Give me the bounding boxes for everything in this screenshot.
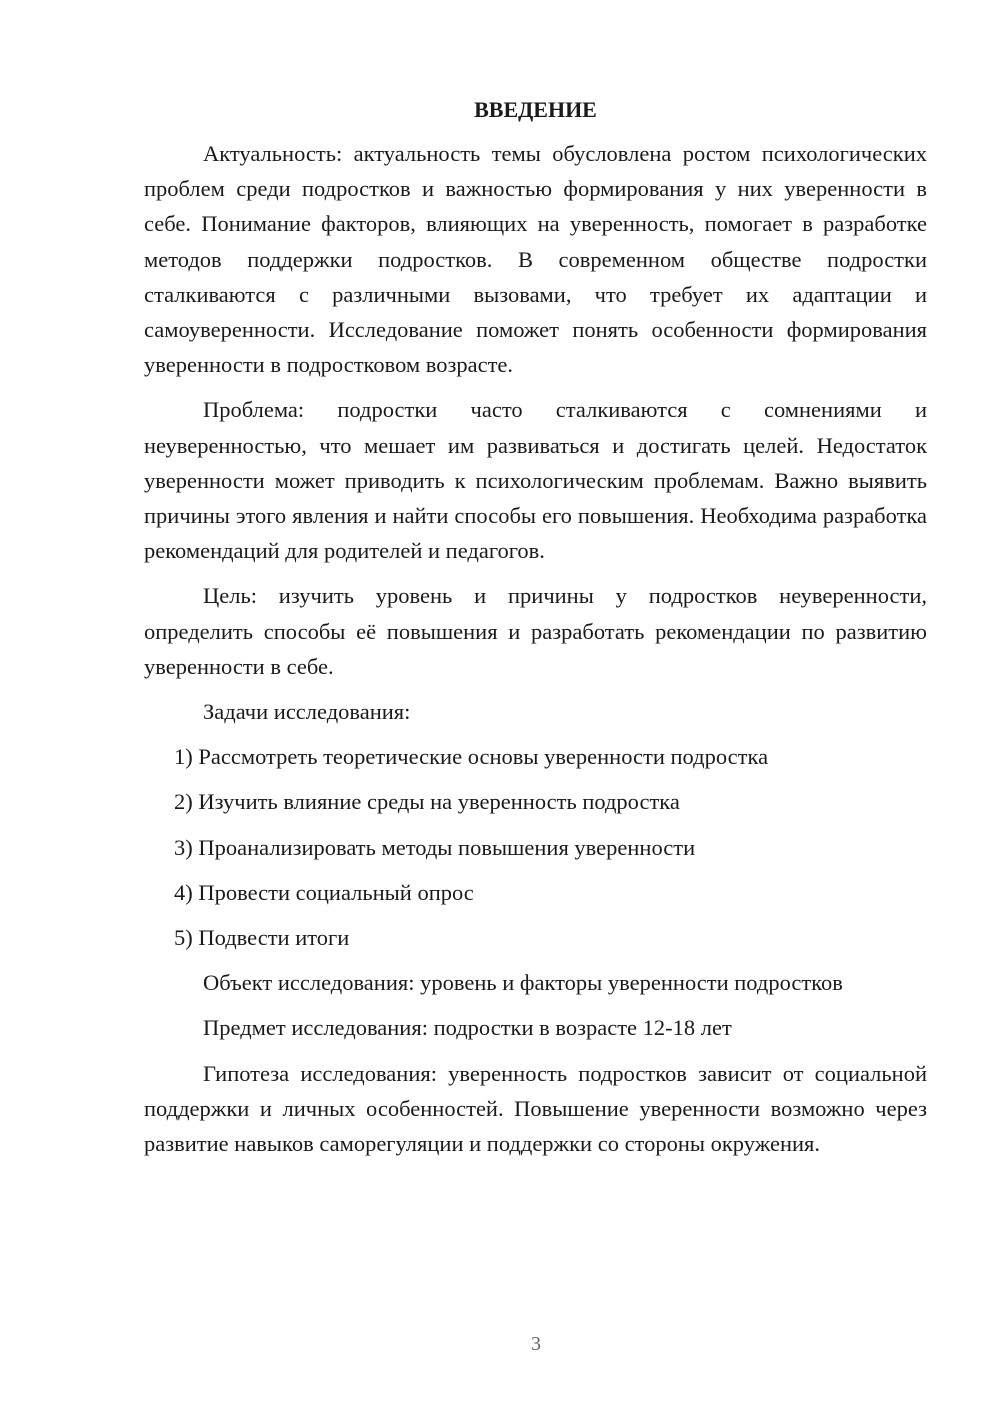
relevance-paragraph: Актуальность: актуальность темы обусловлена ростом психологических проблем среди подростков и важностью формирования у них уверенности в себе. Понимание факторов, влияющих на уверенность, помогает в разработке методов поддержки подростков. В современном обществе подростки сталкиваются с различными вызовами, что требует их адаптации и самоуверенности. Исследование поможет понять особенности формирования уверенности в подростковом возрасте. [144, 141, 927, 378]
task-item: 2) Изучить влияние среды на уверенность подростка [174, 789, 680, 815]
task-item: 1) Рассмотреть теоретические основы уверенности подростка [174, 744, 769, 770]
page-content [144, 94, 927, 1171]
task-item: 3) Проанализировать методы повышения уверенности [174, 834, 696, 860]
page-title: ВВЕДЕНИЕ [474, 97, 597, 122]
object-paragraph: Объект исследования: уровень и факторы уверенности подростков [203, 970, 843, 996]
page-number: 3 [531, 1333, 541, 1355]
goal-paragraph: Цель: изучить уровень и причины у подростков неуверенности, определить способы её повышения и разработать рекомендации по развитию уверенности в себе. [144, 583, 927, 679]
task-item: 5) Подвести итоги [174, 925, 350, 951]
hypothesis-paragraph: Гипотеза исследования: уверенность подростков зависит от социальной поддержки и личных особенностей. Повышение уверенности возможно через развитие навыков саморегуляции и поддержки со стороны окружения. [144, 1060, 927, 1157]
subject-paragraph: Предмет исследования: подростки в возрасте 12-18 лет [203, 1015, 732, 1041]
task-item: 4) Провести социальный опрос [174, 879, 474, 905]
tasks-list [144, 739, 927, 955]
problem-paragraph: Проблема: подростки часто сталкиваются с сомнениями и неуверенностью, что мешает им развиваться и достигать целей. Недостаток уверенности может приводить к психологическим проблемам. Важно выявить причины этого явления и найти способы его повышения. Необходима разработка рекомендаций для родителей и педагогов. [144, 397, 927, 564]
tasks-heading: Задачи исследования: [203, 699, 411, 725]
